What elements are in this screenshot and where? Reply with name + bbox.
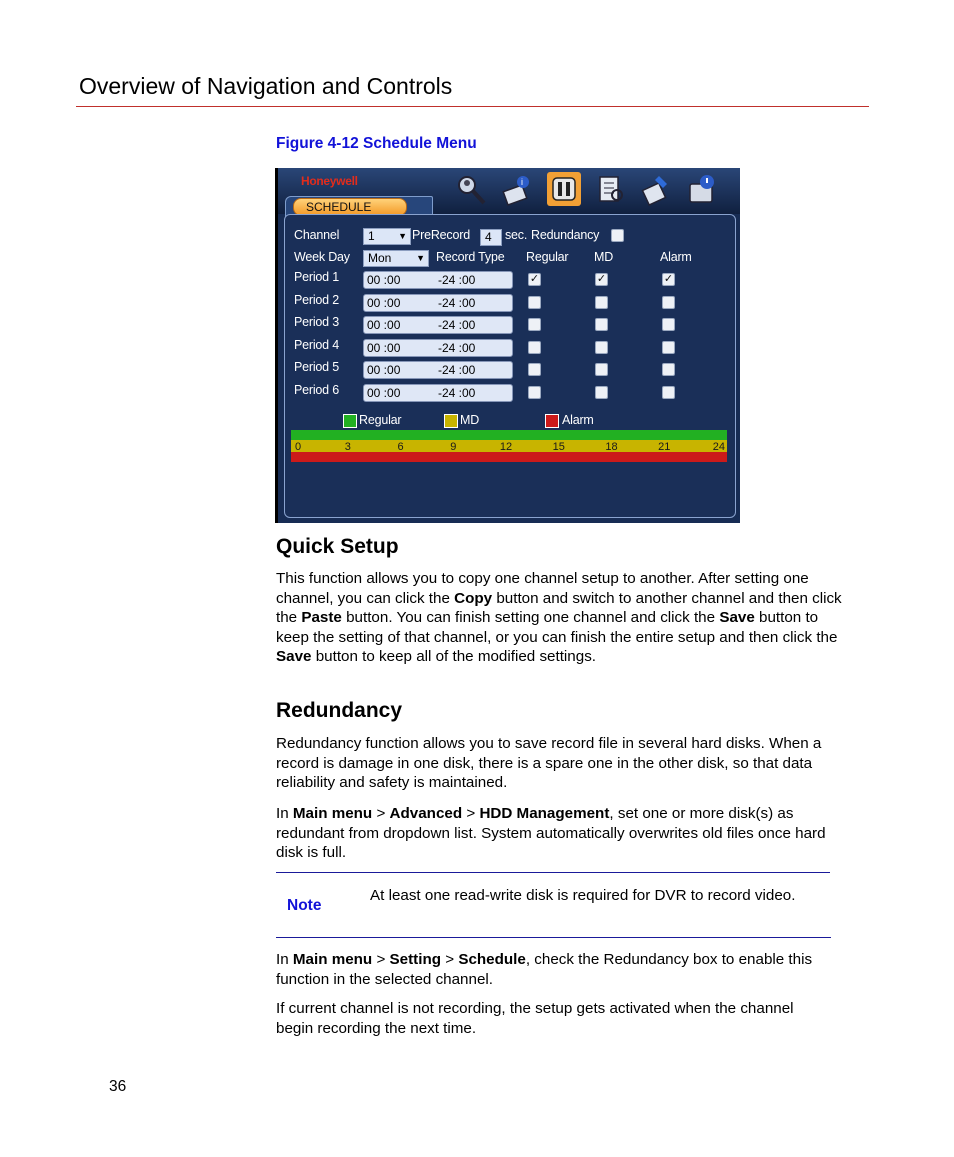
period-regular-checkbox[interactable] <box>528 318 541 331</box>
timeline-tick-label: 9 <box>450 441 457 453</box>
schedule-panel <box>284 214 736 518</box>
save-term: Save <box>719 609 755 627</box>
quick-setup-paragraph <box>276 569 846 667</box>
text-run: In <box>276 805 293 822</box>
period-regular-checkbox[interactable] <box>528 363 541 376</box>
text-run: > <box>372 951 390 968</box>
period-regular-checkbox[interactable] <box>528 386 541 399</box>
period-start: 00 :00 <box>367 363 401 377</box>
text-run: > <box>441 951 459 968</box>
period-alarm-checkbox[interactable] <box>662 386 675 399</box>
text-run: Redundancy function allows you to save record file in several hard disks. When a record is damage in one disk, there is a spare one in the other disk, so that data reliability and safety is maintained. <box>276 735 822 792</box>
prerecord-label: PreRecord <box>412 228 470 242</box>
info-tools-icon[interactable] <box>501 172 535 206</box>
period-md-checkbox[interactable]: ✓ <box>596 273 607 285</box>
tab-schedule[interactable]: SCHEDULE <box>293 198 407 216</box>
timeline-tick-label: 18 <box>605 441 618 453</box>
period-end: -24 :00 <box>438 273 476 287</box>
sec-label: sec. <box>505 228 528 242</box>
advanced-term: Advanced <box>389 805 463 822</box>
channel-select[interactable] <box>363 228 411 245</box>
tools-icon[interactable] <box>639 172 673 206</box>
timeline-tick-label: 15 <box>552 441 565 453</box>
text-run: If current channel is not recording, the setup gets activated when the channel begin recording the next time. <box>276 1000 794 1037</box>
redundancy-checkbox[interactable] <box>611 229 624 242</box>
timeline-tick-label: 0 <box>295 441 302 453</box>
period-time-input[interactable] <box>363 384 513 402</box>
schedule-menu-screenshot <box>275 168 740 523</box>
period-md-checkbox[interactable] <box>595 386 608 399</box>
checklist-icon[interactable] <box>593 172 627 206</box>
period-time-input[interactable] <box>363 316 513 334</box>
legend-alarm-label: Alarm <box>562 413 594 427</box>
dropdown-arrow-icon: ▼ <box>416 253 425 263</box>
save-term: Save <box>276 648 312 666</box>
legend-md-swatch <box>444 414 458 428</box>
text-run: button to keep the setting of that channel, or you can finish the entire setup and then click the <box>276 609 838 646</box>
timeline-tick-label: 24 <box>712 441 725 453</box>
period-md-checkbox[interactable] <box>595 341 608 354</box>
shutdown-icon[interactable] <box>685 172 719 206</box>
period-alarm-checkbox[interactable] <box>662 296 675 309</box>
legend-alarm-swatch <box>545 414 559 428</box>
redundancy-paragraph-3 <box>276 950 836 989</box>
brand-logo: Honeywell <box>301 174 358 188</box>
text-run: This function allows you to copy one channel setup to another. After setting one channel, you can click the <box>276 570 809 607</box>
weekday-select[interactable] <box>363 250 429 267</box>
period-time-input[interactable] <box>363 294 513 312</box>
page-number: 36 <box>109 1078 127 1095</box>
timeline-alarm-band <box>291 452 727 462</box>
prerecord-input[interactable]: 4 <box>480 229 502 246</box>
period-md-checkbox[interactable] <box>595 296 608 309</box>
main-menu-term: Main menu <box>292 951 373 968</box>
period-regular-checkbox[interactable] <box>528 296 541 309</box>
period-time-input[interactable] <box>363 339 513 357</box>
legend-regular-label: Regular <box>359 413 402 427</box>
period-md-checkbox[interactable] <box>595 318 608 331</box>
period-start: 00 :00 <box>367 341 401 355</box>
channel-value: 1 <box>368 229 375 243</box>
note-bottom-rule <box>276 937 831 938</box>
text-run: > <box>372 805 390 822</box>
period-label: Period 1 <box>294 270 339 284</box>
timeline-tick-label: 3 <box>344 441 351 453</box>
schedule-term: Schedule <box>458 951 526 968</box>
period-time-input[interactable] <box>363 271 513 289</box>
quick-setup-heading: Quick Setup <box>276 535 399 558</box>
period-alarm-checkbox[interactable] <box>662 341 675 354</box>
text-run: button. You can finish setting one channel and click the <box>341 609 720 627</box>
text-run: button to keep all of the modified settings. <box>311 648 597 666</box>
period-md-checkbox[interactable] <box>595 363 608 376</box>
search-person-icon[interactable] <box>455 172 489 206</box>
period-alarm-checkbox[interactable] <box>662 318 675 331</box>
setting-term: Setting <box>389 951 441 968</box>
redundancy-heading: Redundancy <box>276 699 403 722</box>
screenshot-edge <box>275 168 278 523</box>
period-end: -24 :00 <box>438 341 476 355</box>
column-md: MD <box>594 250 614 264</box>
period-label: Period 5 <box>294 360 339 374</box>
period-label: Period 4 <box>294 338 339 352</box>
timeline-regular-band <box>291 430 727 440</box>
period-regular-checkbox[interactable] <box>528 341 541 354</box>
period-end: -24 :00 <box>438 386 476 400</box>
column-alarm: Alarm <box>660 250 692 264</box>
period-end: -24 :00 <box>438 363 476 377</box>
period-end: -24 :00 <box>438 296 476 310</box>
text-run: , check the Redundancy box to enable this function in the selected channel. <box>276 951 813 988</box>
text-run: button and switch to another channel and then click the <box>276 589 842 627</box>
text-run: , set one or more disk(s) as redundant from dropdown list. System automatically overwrites old files once hard disk is full. <box>276 805 826 862</box>
redundancy-paragraph-4 <box>276 999 816 1038</box>
header-rule <box>76 106 869 107</box>
period-time-input[interactable] <box>363 361 513 379</box>
settings-wrench-icon[interactable] <box>547 172 581 206</box>
page-header-title: Overview of Navigation and Controls <box>79 73 453 99</box>
main-menu-term: Main menu <box>292 805 373 822</box>
period-label: Period 2 <box>294 293 339 307</box>
period-start: 00 :00 <box>367 318 401 332</box>
figure-caption: Figure 4-12 Schedule Menu <box>276 135 477 152</box>
paste-term: Paste <box>301 609 342 627</box>
svg-text:i: i <box>521 177 523 187</box>
weekday-label: Week Day <box>294 250 350 264</box>
weekday-value: Mon <box>368 251 392 265</box>
text-run: In <box>276 951 293 968</box>
schedule-timeline <box>291 430 727 462</box>
redundancy-paragraph-2 <box>276 804 856 863</box>
period-label: Period 6 <box>294 383 339 397</box>
legend-regular-swatch <box>343 414 357 428</box>
redundancy-paragraph-1 <box>276 734 851 793</box>
text-run: > <box>462 805 480 822</box>
note-label: Note <box>287 897 322 914</box>
note-text: At least one read-write disk is required for DVR to record video. <box>370 887 796 904</box>
period-alarm-checkbox[interactable]: ✓ <box>663 273 674 285</box>
period-start: 00 :00 <box>367 386 401 400</box>
redundancy-label: Redundancy <box>531 228 600 242</box>
period-end: -24 :00 <box>438 318 476 332</box>
note-top-rule <box>276 872 830 873</box>
record-type-label: Record Type <box>436 250 505 264</box>
timeline-tick-label: 21 <box>658 441 671 453</box>
period-alarm-checkbox[interactable] <box>662 363 675 376</box>
channel-label: Channel <box>294 228 340 242</box>
column-regular: Regular <box>526 250 569 264</box>
copy-term: Copy <box>454 589 493 607</box>
timeline-tick-label: 6 <box>397 441 404 453</box>
period-regular-checkbox[interactable]: ✓ <box>529 273 540 285</box>
legend-md-label: MD <box>460 413 480 427</box>
period-start: 00 :00 <box>367 296 401 310</box>
hdd-management-term: HDD Management <box>479 805 610 822</box>
period-start: 00 :00 <box>367 273 401 287</box>
timeline-tick-label: 12 <box>499 441 513 453</box>
dropdown-arrow-icon: ▼ <box>398 231 407 241</box>
period-label: Period 3 <box>294 315 339 329</box>
